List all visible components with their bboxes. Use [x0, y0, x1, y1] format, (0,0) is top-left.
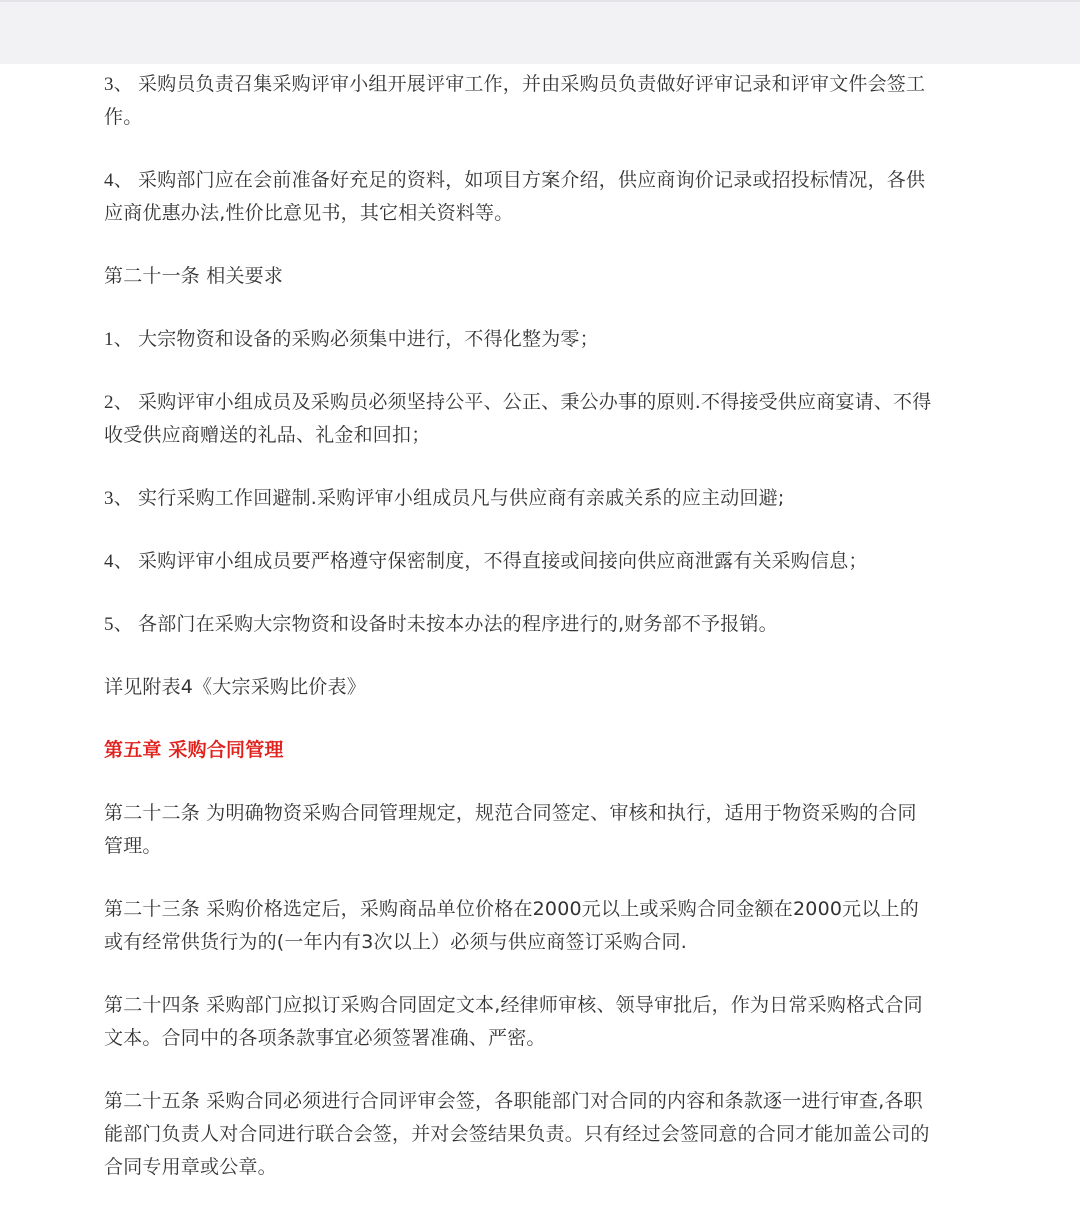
list-item: 4、 采购部门应在会前准备好充足的资料，如项目方案介绍，供应商询价记录或招投标情况，各供应商优惠办法,性价比意见书，其它相关资料等。: [104, 169, 926, 224]
list-item: 2、 采购评审小组成员及采购员必须坚持公平、公正、秉公办事的原则.不得接受供应商宴请、不得收受供应商赠送的礼品、礼金和回扣；: [104, 391, 932, 446]
article-paragraph: 第二十五条 采购合同必须进行合同评审会签，各职能部门对合同的内容和条款逐一进行审查,各职能部门负责人对合同进行联合会签，并对会签结果负责。只有经过会签同意的合同才能加盖公司的合同专用章或公章。: [104, 1090, 930, 1178]
list-item: 3、 实行采购工作回避制.采购评审小组成员凡与供应商有亲戚关系的应主动回避;: [104, 487, 785, 509]
list-item: 4、 采购评审小组成员要严格遵守保密制度，不得直接或间接向供应商泄露有关采购信息；: [104, 550, 868, 572]
document-body: [104, 68, 934, 1214]
reference-note: 详见附表4《大宗采购比价表》: [104, 676, 366, 698]
list-item: 5、 各部门在采购大宗物资和设备时未按本办法的程序进行的,财务部不予报销。: [104, 613, 778, 635]
list-item: 3、 采购员负责召集采购评审小组开展评审工作，并由采购员负责做好评审记录和评审文件会签工作。: [104, 73, 926, 128]
chapter-heading: 第五章 采购合同管理: [104, 739, 284, 761]
article-paragraph: 第二十二条 为明确物资采购合同管理规定，规范合同签定、审核和执行，适用于物资采购的合同管理。: [104, 802, 917, 857]
article-paragraph: 第二十三条 采购价格选定后，采购商品单位价格在2000元以上或采购合同金额在2000元以上的或有经常供货行为的(一年内有3次以上）必须与供应商签订采购合同.: [104, 898, 919, 953]
article-heading: 第二十一条 相关要求: [104, 265, 284, 287]
list-item: 1、 大宗物资和设备的采购必须集中进行，不得化整为零；: [104, 328, 599, 350]
article-paragraph: 第二十四条 采购部门应拟订采购合同固定文本,经律师审核、领导审批后，作为日常采购格式合同文本。合同中的各项条款事宜必须签署准确、严密。: [104, 994, 923, 1049]
browser-top-bar: [0, 0, 1080, 64]
